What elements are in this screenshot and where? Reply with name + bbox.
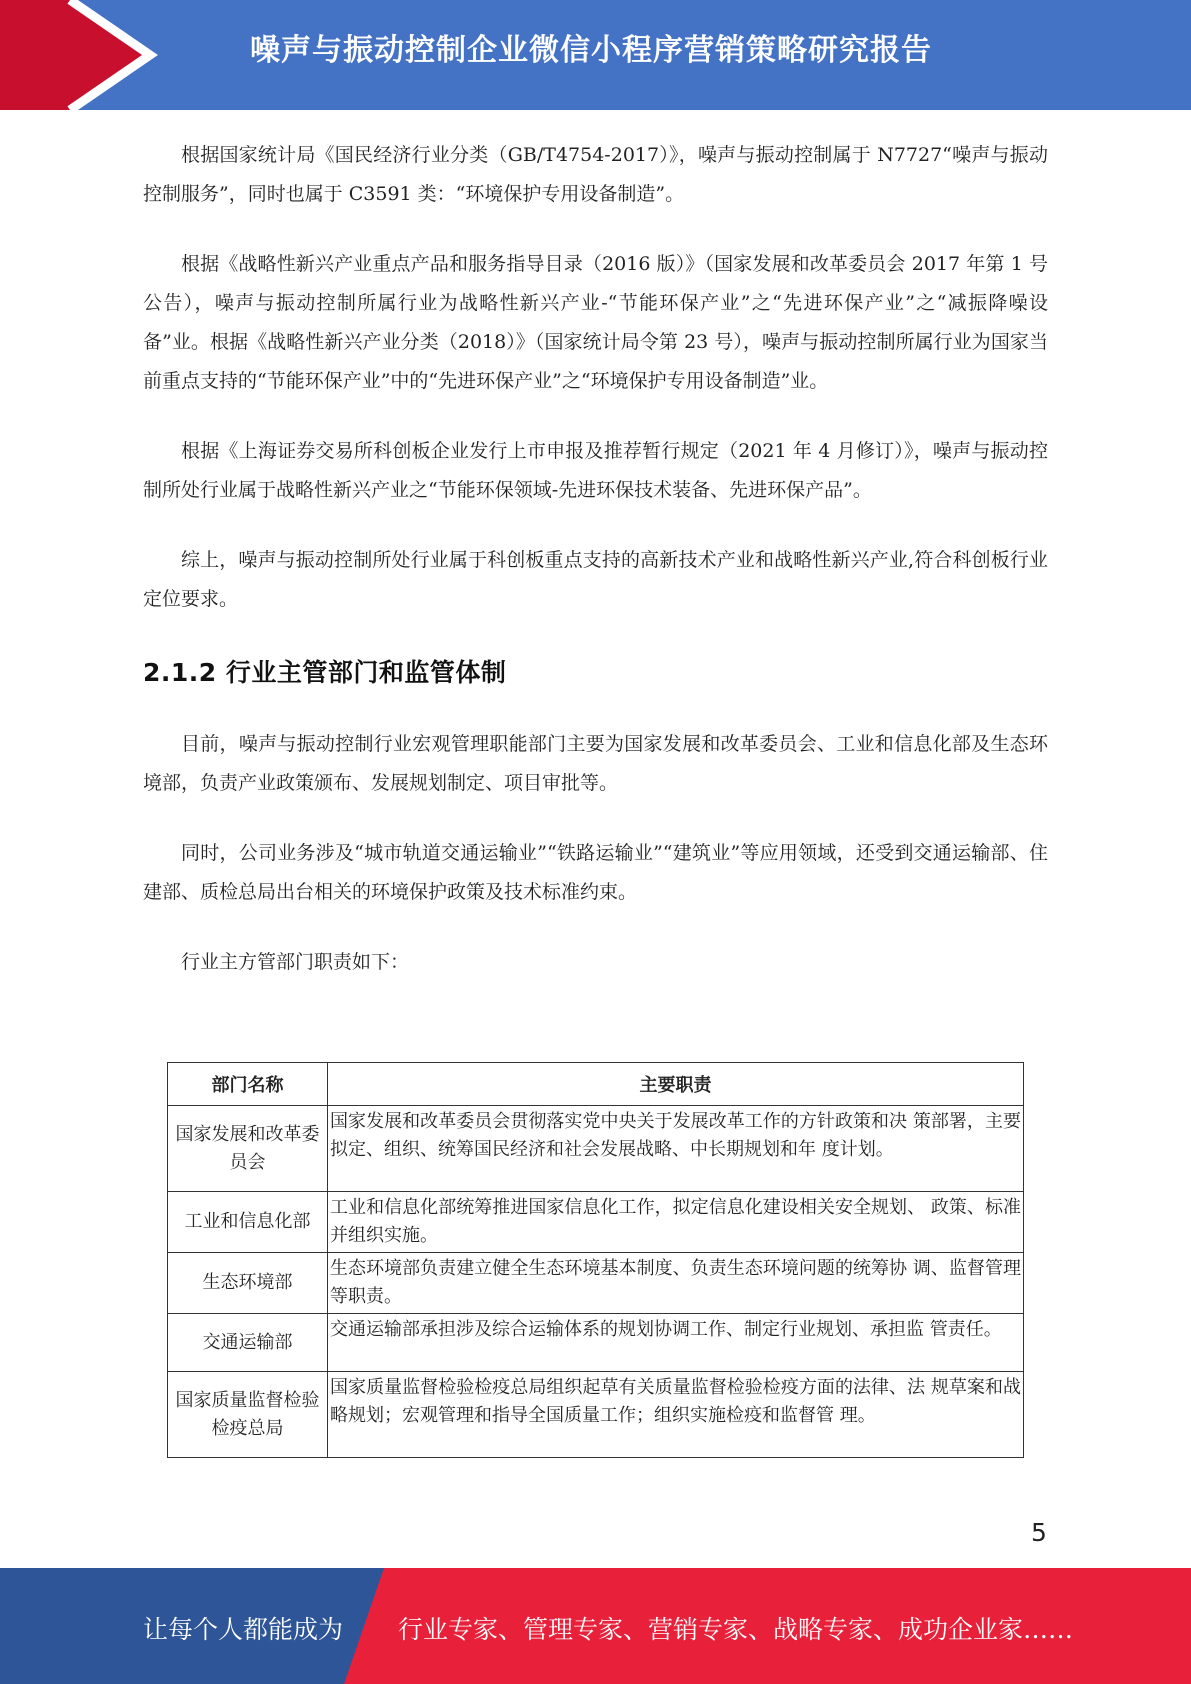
department-duties-table bbox=[167, 1062, 1024, 1458]
paragraph: 综上，噪声与振动控制所处行业属于科创板重点支持的高新技术产业和战略性新兴产业,符合科创板行业定位要求。 bbox=[143, 549, 1048, 610]
duty-cell: 工业和信息化部统筹推进国家信息化工作，拟定信息化建设相关安全规划、 政策、标准并组织实施。 bbox=[328, 1192, 1024, 1253]
section-heading: 2.1.2 行业主管部门和监管体制 bbox=[143, 658, 507, 687]
paragraph: 同时，公司业务涉及“城市轨道交通运输业”“铁路运输业”“建筑业”等应用领域，还受到交通运输部、住建部、质检总局出台相关的环境保护政策及技术标准约束。 bbox=[143, 842, 1048, 903]
report-title: 噪声与振动控制企业微信小程序营销策略研究报告 bbox=[250, 33, 932, 68]
department-cell: 工业和信息化部 bbox=[168, 1192, 328, 1253]
main-content bbox=[143, 136, 1048, 982]
table-intro: 行业主方管部门职责如下： bbox=[181, 951, 410, 973]
table-row bbox=[168, 1372, 1024, 1458]
paragraph: 根据《上海证券交易所科创板企业发行上市申报及推荐暂行规定（2021 年 4 月修订）》，噪声与振动控制所处行业属于战略性新兴产业之“节能环保领域-先进环保技术装备、先进环保产品”。 bbox=[143, 440, 1048, 501]
paragraph: 根据《战略性新兴产业重点产品和服务指导目录（2016 版）》（国家发展和改革委员会 2017 年第 1 号公告），噪声与振动控制所属行业为战略性新兴产业-“节能环保产业”之“先进环保产业”之“减振降噪设备”业。根据《战略性新兴产业分类（2018）》（国家统计局令第 23 号），噪声与振动控制所属行业为国家当前重点支持的“节能环保产业”中的“先进环保产业”之“环境保护专用设备制造”业。 bbox=[143, 253, 1048, 392]
column-header-duty: 主要职责 bbox=[328, 1063, 1024, 1106]
paragraph: 目前，噪声与振动控制行业宏观管理职能部门主要为国家发展和改革委员会、工业和信息化部及生态环境部，负责产业政策颁布、发展规划制定、项目审批等。 bbox=[143, 733, 1048, 794]
footer-slogan-left: 让每个人都能成为 bbox=[143, 1615, 344, 1644]
table-row bbox=[168, 1253, 1024, 1314]
table-header-row bbox=[168, 1063, 1024, 1106]
paragraph: 根据国家统计局《国民经济行业分类（GB/T4754-2017）》，噪声与振动控制属于 N7727“噪声与振动控制服务”，同时也属于 C3591 类：“环境保护专用设备制造”。 bbox=[143, 144, 1048, 205]
table-row bbox=[168, 1106, 1024, 1192]
table-row bbox=[168, 1192, 1024, 1253]
footer-banner bbox=[0, 1568, 1191, 1684]
department-cell: 国家发展和改革委员会 bbox=[168, 1106, 328, 1192]
header-banner bbox=[0, 0, 1191, 110]
duty-cell: 交通运输部承担涉及综合运输体系的规划协调工作、制定行业规划、承担监 管责任。 bbox=[328, 1314, 1024, 1372]
column-header-department: 部门名称 bbox=[168, 1063, 328, 1106]
department-cell: 交通运输部 bbox=[168, 1314, 328, 1372]
footer-slogan-right: 行业专家、管理专家、营销专家、战略专家、成功企业家…… bbox=[398, 1615, 1074, 1644]
duty-cell: 国家发展和改革委员会贯彻落实党中央关于发展改革工作的方针政策和决 策部署，主要拟定、组织、统筹国民经济和社会发展战略、中长期规划和年 度计划。 bbox=[328, 1106, 1024, 1192]
duty-cell: 生态环境部负责建立健全生态环境基本制度、负责生态环境问题的统筹协 调、监督管理等职责。 bbox=[328, 1253, 1024, 1314]
department-cell: 生态环境部 bbox=[168, 1253, 328, 1314]
table-row bbox=[168, 1314, 1024, 1372]
page-number: 5 bbox=[1031, 1518, 1047, 1547]
duty-cell: 国家质量监督检验检疫总局组织起草有关质量监督检验检疫方面的法律、法 规草案和战略规划；宏观管理和指导全国质量工作；组织实施检疫和监督管 理。 bbox=[328, 1372, 1024, 1458]
department-cell: 国家质量监督检验检疫总局 bbox=[168, 1372, 328, 1458]
